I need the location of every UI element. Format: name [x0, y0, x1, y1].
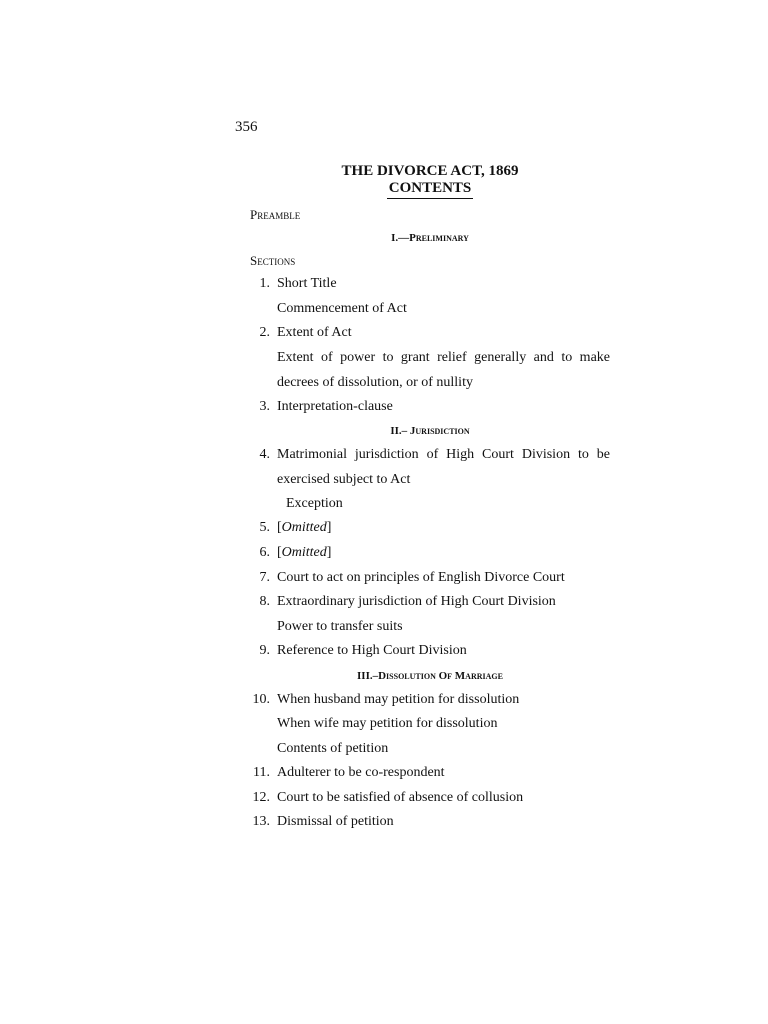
- section-number: 6.: [259, 545, 270, 560]
- toc-entry: [250, 541, 610, 566]
- section-title: Court to act on principles of English Divorce Court: [277, 570, 565, 585]
- section-number: 8.: [259, 594, 270, 609]
- omitted-text: Omitted: [281, 520, 327, 535]
- toc-entry: [250, 395, 610, 420]
- section-number: 11.: [253, 765, 270, 780]
- section-title-omitted: [Omitted]: [277, 545, 332, 560]
- section-title: Interpretation-clause: [277, 399, 393, 414]
- section-title: Adulterer to be co-respondent: [277, 765, 445, 780]
- section-title: Reference to High Court Division: [277, 643, 467, 658]
- section-title: Power to transfer suits: [277, 619, 403, 634]
- toc-entry: [250, 272, 610, 297]
- section-title: When wife may petition for dissolution: [277, 716, 498, 731]
- section-title: Extraordinary jurisdiction of High Court Division: [277, 594, 556, 609]
- section-title: Dismissal of petition: [277, 814, 394, 829]
- section-number: 4.: [259, 447, 270, 462]
- toc-entry: [250, 492, 610, 517]
- toc-entry: [250, 590, 610, 615]
- section-title-omitted: [Omitted]: [277, 520, 332, 535]
- section-number: 2.: [259, 325, 270, 340]
- toc-entry: [250, 688, 610, 713]
- section-title: Commencement of Act: [277, 301, 407, 316]
- section-number: 13.: [252, 814, 270, 829]
- toc-entry: [250, 737, 610, 762]
- section-number: 9.: [259, 643, 270, 658]
- section-title: Extent of Act: [277, 325, 352, 340]
- omitted-text: Omitted: [281, 545, 327, 560]
- toc-entry: [250, 321, 610, 346]
- contents-heading-text: CONTENTS: [387, 180, 474, 199]
- section-title: Court to be satisfied of absence of collusion: [277, 790, 524, 805]
- section-number: 3.: [259, 399, 270, 414]
- document-title: THE DIVORCE ACT, 1869: [341, 163, 519, 179]
- preamble-label: Preamble: [250, 207, 301, 222]
- toc-entry: [250, 615, 610, 640]
- section-title: Short Title: [277, 276, 337, 291]
- contents-heading: [250, 180, 610, 199]
- section-number: 10.: [252, 692, 270, 707]
- section-title: Extent of power to grant relief generally and to make decrees of dissolution, or of nullity: [277, 350, 610, 390]
- part-heading-dissolution: III.–Dissolution Of Marriage: [357, 670, 503, 682]
- section-number: 7.: [259, 570, 270, 585]
- part-heading-jurisdiction: II.– Jurisdiction: [390, 425, 470, 437]
- toc-entry: [250, 761, 610, 786]
- toc-entry: [250, 566, 610, 591]
- toc-entry: [250, 516, 610, 541]
- part-heading-preliminary: I.—Preliminary: [391, 232, 469, 244]
- toc-entry: [250, 346, 610, 395]
- toc-entry: [250, 712, 610, 737]
- section-title: When husband may petition for dissolution: [277, 692, 520, 707]
- toc-entry: [250, 443, 610, 492]
- section-title: Contents of petition: [277, 741, 389, 756]
- section-number: 12.: [252, 790, 270, 805]
- toc-entry: [250, 786, 610, 811]
- sections-label: Sections: [250, 253, 296, 268]
- section-title: Exception: [286, 496, 343, 511]
- section-number: 5.: [259, 520, 270, 535]
- page-number: 356: [235, 119, 258, 135]
- toc-entry: [250, 810, 610, 835]
- section-number: 1.: [259, 276, 270, 291]
- toc-entry: [250, 639, 610, 664]
- toc-entry: [250, 297, 610, 322]
- section-title: Matrimonial jurisdiction of High Court Division to be exercised subject to Act: [277, 447, 610, 487]
